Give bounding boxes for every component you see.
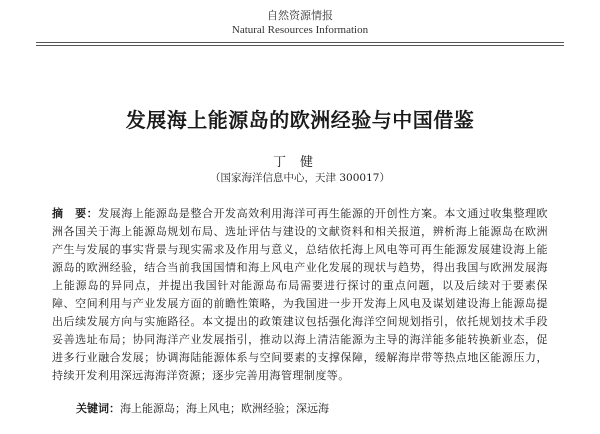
- header-rule-top: [36, 42, 564, 43]
- abstract-text: 发展海上能源岛是整合开发高效利用海洋可再生能源的开创性方案。本文通过收集整理欧洲各国关于海上能源岛规划布局、选址评估与建设的文献资料和相关报道，辨析海上能源岛在欧洲产生与发展的事实背景与现实需求及作用与意义，总结依托海上风电等可再生能源发展建设海上能源岛的欧洲经验，结合当前我国国情和海上风电产业化发展的现状与趋势，得出我国与欧洲发展海上能源岛的异同点，并提出我国针对能源岛布局需要进行探讨的重点问题，以及后续对于要素保障、空间利用与产业发展方面的前瞻性策略，为我国进一步开发海上风电及谋划建设海上能源岛提出后续发展方向与实施路径。本文提出的政策建议包括强化海洋空间规划指引，依托规划技术手段妥善选址布局；协同海洋产业发展指引，推动以海上清洁能源为主导的海洋能多能转换新业态，促进多行业融合发展；协调海陆能源体系与空间要素的支撑保障，缓解海岸带等热点地区能源压力，持续开发利用深远海海洋资源；逐步完善用海管理制度等。: [52, 207, 548, 382]
- author-affiliation: （国家海洋信息中心，天津 300017）: [210, 172, 390, 184]
- journal-header: [0, 8, 600, 38]
- keywords: [76, 400, 548, 418]
- keywords-label: 关键词：: [76, 402, 120, 415]
- keywords-text: 海上能源岛；海上风电；欧洲经验；深远海: [120, 402, 329, 415]
- abstract-label: 摘 要：: [52, 207, 99, 220]
- abstract: [52, 205, 548, 385]
- header-rule-bottom: [36, 45, 564, 46]
- author-name: 丁健: [272, 155, 327, 170]
- journal-name-en: Natural Resources Information: [231, 24, 369, 36]
- journal-name-cn: 自然资源情报: [267, 9, 333, 22]
- article-title: 发展海上能源岛的欧洲经验与中国借鉴: [125, 108, 475, 132]
